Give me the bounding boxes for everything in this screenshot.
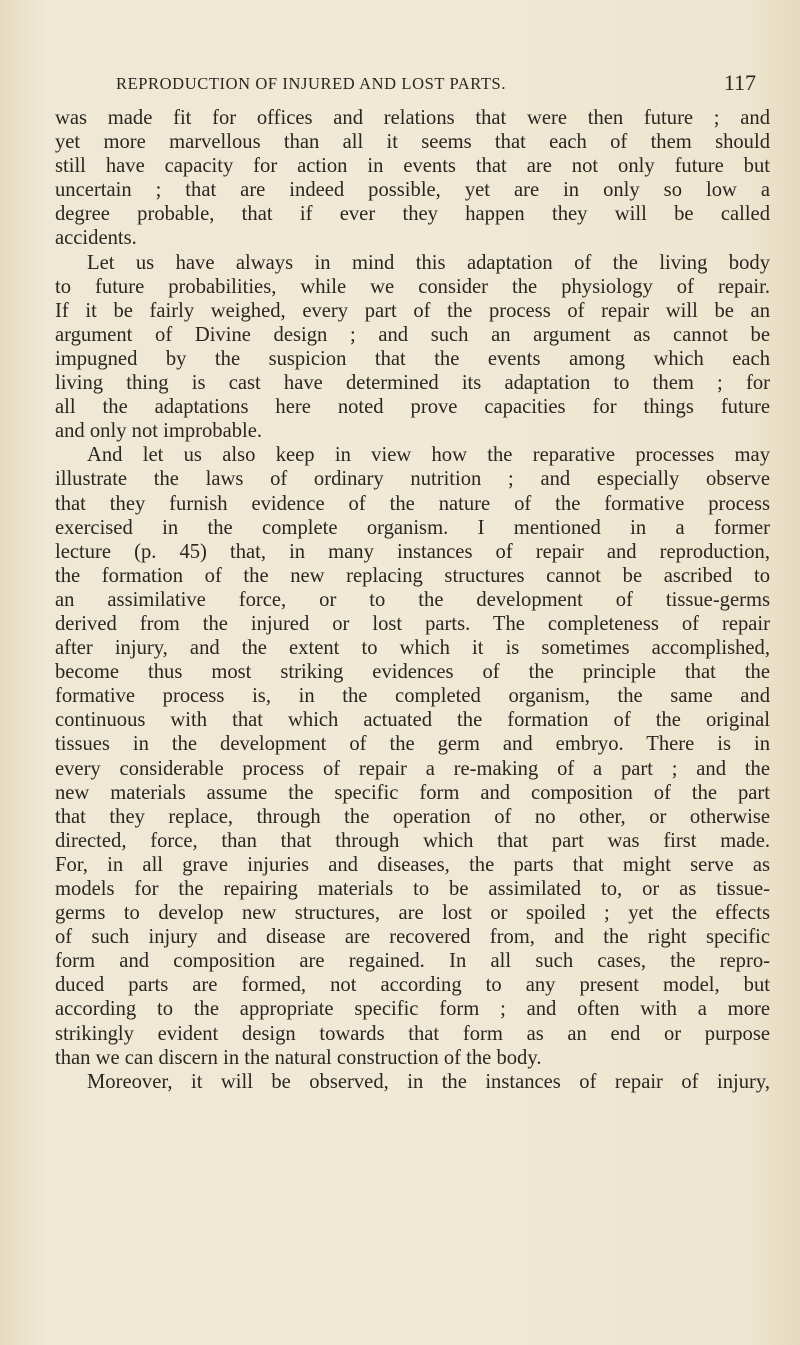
text-line: degree probable, that if ever they happen they will be called bbox=[55, 203, 770, 226]
running-title: REPRODUCTION OF INJURED AND LOST PARTS. bbox=[116, 74, 507, 93]
text-line: argument of Divine design ; and such an argument as cannot be bbox=[55, 323, 770, 346]
text-line: For, in all grave injuries and diseases, the parts that might serve as bbox=[55, 853, 770, 876]
text-line: continuous with that which actuated the formation of the original bbox=[55, 709, 770, 732]
page-number: 117 bbox=[723, 70, 756, 95]
paragraph-start: Moreover, it will be observed, in the instances of repair of injury, bbox=[87, 1070, 770, 1093]
text-line: formative process is, in the completed organism, the same and bbox=[55, 685, 770, 708]
paragraph-start: Let us have always in mind this adaptation of the living body bbox=[87, 251, 770, 274]
text-line: still have capacity for action in events that are not only future but bbox=[55, 155, 770, 178]
running-head bbox=[116, 70, 756, 104]
text-line: than we can discern in the natural construction of the body. bbox=[55, 1046, 542, 1069]
text-line: uncertain ; that are indeed possible, yet are in only so low a bbox=[55, 179, 770, 202]
body-text bbox=[55, 106, 770, 1094]
text-line: that they furnish evidence of the nature of the formative process bbox=[55, 492, 770, 515]
text-line: duced parts are formed, not according to any present model, but bbox=[55, 974, 770, 997]
text-line: new materials assume the specific form and composition of the part bbox=[55, 781, 770, 804]
text-line: accidents. bbox=[55, 227, 137, 250]
paragraph-start: And let us also keep in view how the reparative processes may bbox=[87, 444, 770, 467]
text-line: directed, force, than that through which that part was first made. bbox=[55, 829, 770, 852]
text-line: exercised in the complete organism. I mentioned in a former bbox=[55, 516, 770, 539]
text-line: form and composition are regained. In all such cases, the repro- bbox=[55, 950, 770, 973]
text-line: lecture (p. 45) that, in many instances of repair and reproduction, bbox=[55, 540, 770, 563]
text-line: strikingly evident design towards that form as an end or purpose bbox=[55, 1022, 770, 1045]
text-line: impugned by the suspicion that the events among which each bbox=[55, 347, 770, 370]
text-line: and only not improbable. bbox=[55, 420, 263, 443]
text-line: according to the appropriate specific form ; and often with a more bbox=[55, 998, 770, 1021]
text-line: germs to develop new structures, are lost or spoiled ; yet the effects bbox=[55, 902, 770, 925]
text-line: an assimilative force, or to the development of tissue-germs bbox=[55, 588, 770, 611]
text-line: If it be fairly weighed, every part of the process of repair will be an bbox=[55, 299, 770, 322]
text-line: to future probabilities, while we consider the physiology of repair. bbox=[55, 275, 770, 298]
text-line: derived from the injured or lost parts. The completeness of repair bbox=[55, 612, 770, 635]
text-line: models for the repairing materials to be assimilated to, or as tissue- bbox=[55, 878, 770, 900]
text-line: of such injury and disease are recovered from, and the right specific bbox=[55, 926, 770, 949]
text-line: illustrate the laws of ordinary nutrition ; and especially observe bbox=[55, 468, 770, 491]
text-line: after injury, and the extent to which it is sometimes accomplished, bbox=[55, 637, 770, 660]
text-line: all the adaptations here noted prove capacities for things future bbox=[55, 396, 770, 419]
text-line: become thus most striking evidences of the principle that the bbox=[55, 661, 770, 684]
text-line: was made fit for offices and relations that were then future ; and bbox=[55, 107, 770, 129]
text-line: yet more marvellous than all it seems that each of them should bbox=[55, 131, 770, 154]
text-line: tissues in the development of the germ and embryo. There is in bbox=[55, 733, 770, 756]
text-line: every considerable process of repair a re-making of a part ; and the bbox=[55, 757, 770, 780]
text-line: the formation of the new replacing structures cannot be ascribed to bbox=[55, 564, 770, 587]
text-line: living thing is cast have determined its adaptation to them ; for bbox=[55, 372, 770, 395]
text-line: that they replace, through the operation of no other, or otherwise bbox=[55, 805, 770, 828]
